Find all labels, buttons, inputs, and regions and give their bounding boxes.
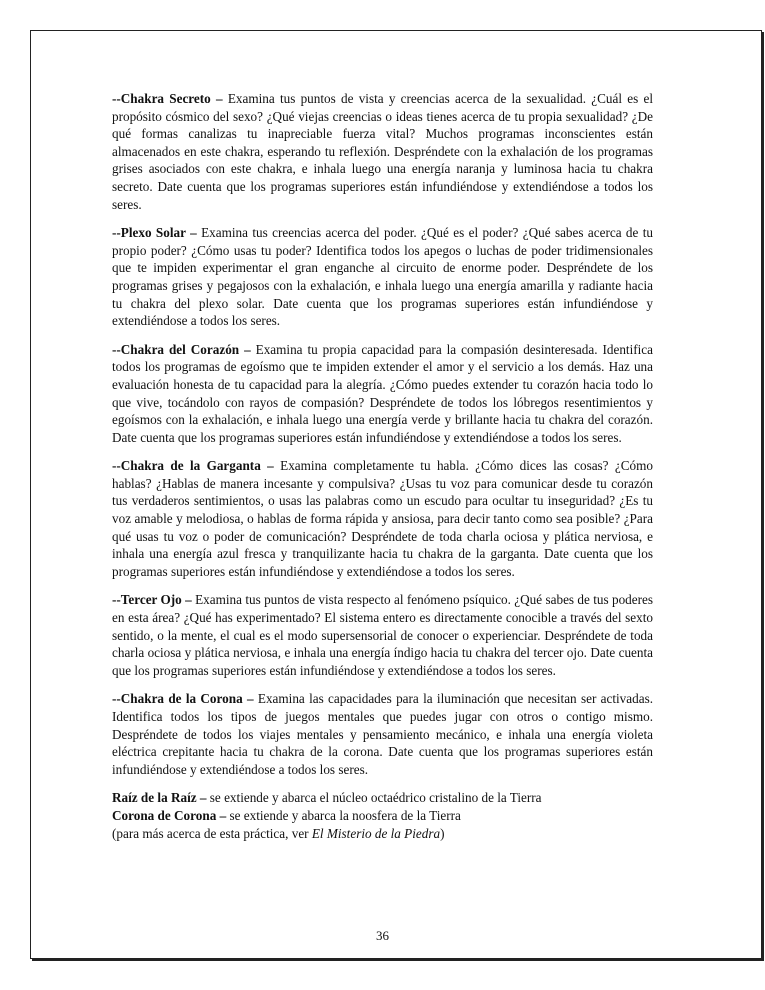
section-heading: --Tercer Ojo – <box>112 592 192 608</box>
closing-line-corona <box>112 807 653 825</box>
document-body <box>112 90 653 842</box>
closing-line-reference <box>112 825 653 843</box>
section-plexo-solar <box>112 224 653 330</box>
closing-line-raiz <box>112 789 653 807</box>
section-text: Examina completamente tu habla. ¿Cómo dices las cosas? ¿Cómo hablas? ¿Hablas de manera incesante y compulsiva? ¿Usas tu voz para comunicar desde tu corazón tus verdaderos sentimientos, o usas las palabras como un escudo para ocultar tu inseguridad? ¿Es tu voz amable y melodiosa, o hablas de forma rápida y ansiosa, para decir tanto como sea posible? ¿Para qué usas tu voz o poder de comunicación? Despréndete de toda charla ociosa y plática nerviosa, e inhala una energía azul fresca y tranquilizante hacia tu chakra de la garganta. Date cuenta que los programas superiores están infundiéndose y extendiéndose a todos los seres. <box>112 458 654 579</box>
section-text: Examina tu propia capacidad para la compasión desinteresada. Identifica todos los programas de egoísmo que te impiden extender el amor y el servicio a los demás. Haz una evaluación honesta de tu capacidad para la alegría. ¿Cómo puedes extender tu corazón hacia todo lo que vive, tocándolo con rayos de compasión? Despréndete de todos los lóbregos resentimientos y egoísmos con la exhalación, e inhala luego una energía verde y brillante hacia tu chakra del corazón. Date cuenta que los programas superiores están infundiéndose y extendiéndose a todos los seres. <box>112 341 653 445</box>
section-heading: --Chakra de la Garganta – <box>112 458 274 474</box>
section-text: Examina las capacidades para la iluminación que necesitan ser activadas. Identifica todos los tipos de juegos mentales que puedes jugar con otros o contigo mismo. Despréndete de todos los viajes mentales y pensamiento mecánico, e inhala una energía violeta eléctrica crepitante hacia tu chakra de la corona. Date cuenta que los programas superiores están infundiéndose y extendiéndose a todos los seres. <box>112 691 654 777</box>
section-heading: --Chakra de la Corona – <box>112 691 254 707</box>
closing-heading: Corona de Corona – <box>112 807 227 823</box>
reference-prefix: (para más acerca de esta práctica, ver <box>112 825 309 841</box>
section-heading: --Chakra del Corazón – <box>112 341 251 357</box>
section-text: Examina tus puntos de vista respecto al fenómeno psíquico. ¿Qué sabes de tus poderes en esta área? ¿Qué has experimentado? El sistema entero es directamente conocible a través del sexto sentido, o la mente, el cual es el modo supersensorial de conocer o experienciar. Despréndete de toda charla ociosa y plática nerviosa, e inhala una energía índigo hacia tu chakra del tercer ojo. Date cuenta que los programas superiores están infundiéndose y extendiéndose a todos los seres. <box>112 592 653 678</box>
closing-heading: Raíz de la Raíz – <box>112 790 207 806</box>
reference-suffix: ) <box>440 825 445 841</box>
section-text: Examina tus puntos de vista y creencias acerca de la sexualidad. ¿Cuál es el propósito cósmico del sexo? ¿Qué viejas creencias o ideas tienes acerca de tu propia sexualidad? ¿De qué formas canalizas tu inapreciable fuerza vital? Muchos programas inconscientes están almacenados en este chakra, esperando tu reflexión. Despréndete con la exhalación de los programas grises asociados con este chakra, e inhala luego una energía naranja y luminosa hacia tu chakra secreto. Date cuenta que los programas superiores están infundiéndose y extendiéndose a todos los seres. <box>112 91 653 212</box>
section-text: Examina tus creencias acerca del poder. ¿Qué es el poder? ¿Qué sabes acerca de tu propio poder? ¿Cómo usas tu poder? Identifica todos los apegos o luchas de poder tridimensionales que te impiden experimentar el gran enganche al circuito de enorme poder. Despréndete de los programas grises y pegajosos con la exhalación, e inhala luego una energía amarilla y radiante hacia tu chakra del plexo solar. Date cuenta que los programas superiores están infundiéndose y extendiéndose a todos los seres. <box>112 225 654 329</box>
closing-text: se extiende y abarca el núcleo octaédrico cristalino de la Tierra <box>209 790 542 806</box>
closing-text: se extiende y abarca la noosfera de la Tierra <box>229 807 461 823</box>
section-heading: --Chakra Secreto – <box>112 91 223 106</box>
section-chakra-corona <box>112 690 653 778</box>
section-chakra-corazon <box>112 341 653 447</box>
page-number: 36 <box>376 928 389 943</box>
section-tercer-ojo <box>112 591 653 679</box>
book-title: El Misterio de la Piedra <box>311 825 441 841</box>
section-heading: --Plexo Solar – <box>112 225 197 241</box>
section-chakra-secreto <box>112 90 653 213</box>
section-chakra-garganta <box>112 457 653 580</box>
